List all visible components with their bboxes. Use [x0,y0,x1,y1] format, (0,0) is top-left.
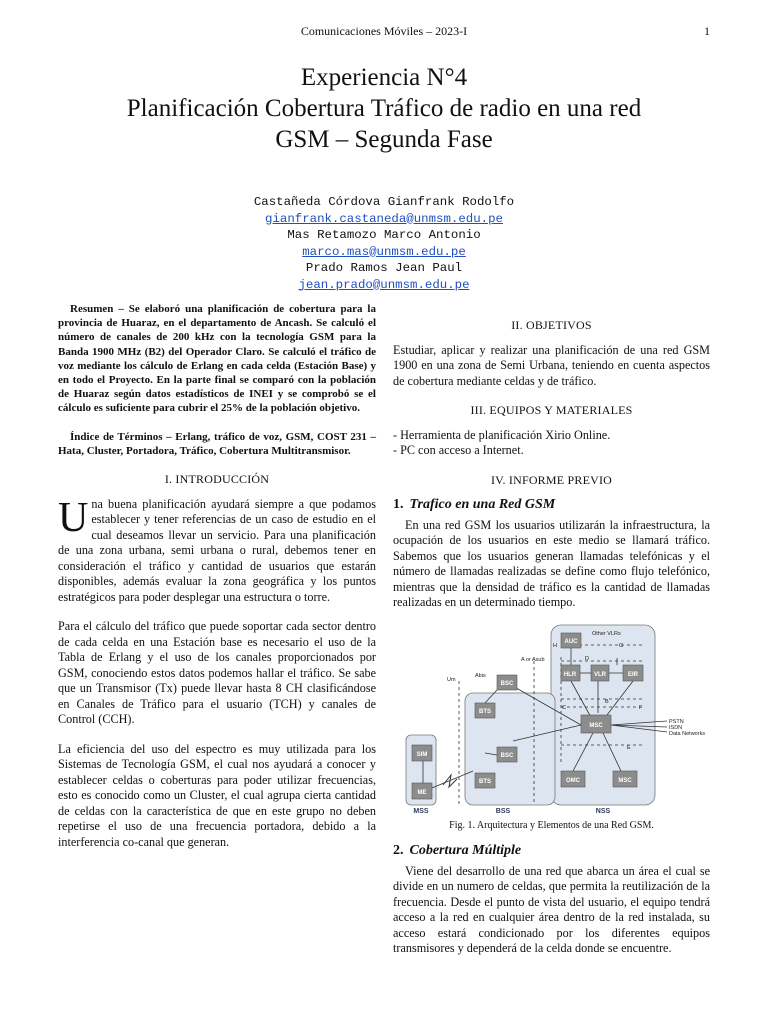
data-networks-label: Data Networks [669,730,706,737]
abstract: Resumen – Se elaboró una planificación de cobertura para la provincia de Huaraz, en el departamento de Ancash. Se calculó el número de canales de 200 kHz con la tecnología GSM para la Banda 1900 MHz (B2) del Operador Claro. Se calculó el tráfico de voz mediante los cálculo de Erlang en cada celda (Estación Base) y en todo el Proyecto. En la parte final se comparó con la población de Huaraz según datos estadísticos de INEI y se comprobó se el cálculo es suficiente para cubrir el 25% de la población objetivo. [58,303,376,415]
mss-label: MSS [413,807,429,815]
paper-title [40,62,728,155]
eir-label: EIR [627,671,639,678]
vlr-label: VLR [594,671,606,678]
author-name: Prado Ramos Jean Paul [305,261,463,275]
gsm-architecture-figure [393,623,710,815]
msc-label: MSC [589,722,603,729]
um-label: Um [447,676,456,683]
bss-label: BSS [495,807,511,815]
equipos-item: - Herramienta de planificación Xirio Online. [393,427,611,442]
interface-c-label: C [562,704,566,711]
interface-d-label: D [585,655,589,662]
left-column [58,302,376,850]
bts-label: BTS [479,708,491,715]
abis-label: Abis [475,672,486,679]
other-vlrs-label: Other VLRs [592,630,621,637]
intro-paragraph-1: Una buena planificación ayudará siempre a que podamos establecer y tener referencias de un caso de estudio en el cual deseamos llevar un servicio. Para una planificación de una zona urbana, semi urbana o rural, debemos tener en consideración el tráfico y cantidad de usuarios que estarán disponibles, además evaluar la zona geográfica y los puntos estratégicos para poder desplegar una estructura o torre. [58,494,376,604]
intro-paragraph-3: La eficiencia del uso del espectro es muy utilizada para los Sistemas de Tecnología GSM, el cual nos ayudará a conocer y establecer celdas o coberturas para poder utilizar frecuencias, esto es conocido como un Cluster, el cual agrupa cierta cantidad de celdas con la característica de que en este grupo no deben repetirse el uso de una frecuencia portadora, debido a la interferencia co-canal que generan. [58,741,376,849]
author-name: Castañeda Córdova Gianfrank Rodolfo [253,195,515,209]
author-block [0,194,768,293]
msc-label: MSC [618,777,632,784]
figure-caption: Fig. 1. Arquitectura y Elementos de una Red GSM. [449,819,654,831]
interface-b-label: B [605,698,609,705]
interface-e-label: E [627,744,631,751]
interface-f-label: F [639,704,643,711]
page-number: 1 [704,24,710,38]
omc-label: OMC [566,777,580,784]
pstn-label: PSTN [669,718,684,725]
auc-label: AUC [564,638,578,645]
cobertura-paragraph: Viene del desarrollo de una red que abarca un área el cual se divide en un numero de celdas, que permita la reutilización de la frecuencia. Desde el punto de vista del usuario, el equipo tendrá acceso a la red en cualquier área dentro de la red instalada, su acceso estará condicionado por los diferentes equipos transmisores y dependerá de la celda donde se encuentre. [393,863,710,955]
author-email-link[interactable]: marco.mas@unmsm.edu.pe [302,244,466,259]
right-column [393,302,710,957]
subsection-heading-trafico: 1. Trafico en una Red GSM [393,497,556,512]
isdn-label: ISDN [669,724,683,731]
title-line-3: GSM – Segunda Fase [275,126,493,153]
equipos-item: - PC con acceso a Internet. [393,443,524,457]
drop-cap: U [58,494,89,541]
interface-h-label: H [553,642,557,649]
a-asub-label: A or Asub [521,656,545,663]
nss-label: NSS [595,807,611,815]
trafico-paragraph: En una red GSM los usuarios utilizarán la infraestructura, la ocupación de los usuarios en este medio se llamará tráfico. Sabemos que los usuarios generan llamadas telefónicas y el número de llamadas realizadas se define como flujo telefónico, mientras que la densidad de tráfico es la cantidad de llamadas realizadas en un determinado tiempo. [393,517,710,609]
section-heading-intro: I. INTRODUCCIÓN [164,472,270,487]
interface-g-label: G [619,642,624,649]
section-heading-objetivos: II. OBJETIVOS [511,318,592,332]
running-header: Comunicaciones Móviles – 2023-I [300,24,468,38]
bsc-label: BSC [500,752,514,759]
bsc-label: BSC [500,680,514,687]
subsection-heading-cobertura: 2. Cobertura Múltiple [393,843,522,858]
bts-label: BTS [479,778,491,785]
intro-paragraph-2: Para el cálculo del tráfico que puede soportar cada sector dentro de cada celda en una Estación base es necesario el uso de la Tabla de Erlang y el uso de los canales proporcionados por GSM, conociendo estos datos podemos hallar el tráfico. Se sabe que un Transmisor (Tx) puede llevar hasta 8 CH clasificándose en Canales de Tráfico para el usuario (TCH) y canales de Control (CCH). [58,619,376,727]
hlr-label: HLR [563,671,577,678]
objetivos-paragraph: Estudiar, aplicar y realizar una planificación de una red GSM 1900 en una zona de Semi Urbana, teniendo en cuenta aspectos de cobertura mediante celdas y de tráfico. [393,342,710,388]
author-email-link[interactable]: gianfrank.castaneda@unmsm.edu.pe [265,211,503,226]
section-heading-informe: IV. INFORME PREVIO [490,472,613,487]
author-name: Mas Retamozo Marco Antonio [287,228,481,242]
me-label: ME [417,789,427,796]
index-terms: Índice de Términos – Erlang, tráfico de voz, GSM, COST 231 – Hata, Cluster, Portadora, Tráfico, Cobertura Multitransmisor. [58,430,376,457]
author-email-link[interactable]: jean.prado@unmsm.edu.pe [298,277,470,292]
sim-label: SIM [416,751,428,758]
section-heading-equipos: III. EQUIPOS Y MATERIALES [470,403,633,417]
title-line-1: Experiencia N°4 [300,64,468,91]
title-line-2: Planificación Cobertura Tráfico de radio en una red [126,95,642,122]
